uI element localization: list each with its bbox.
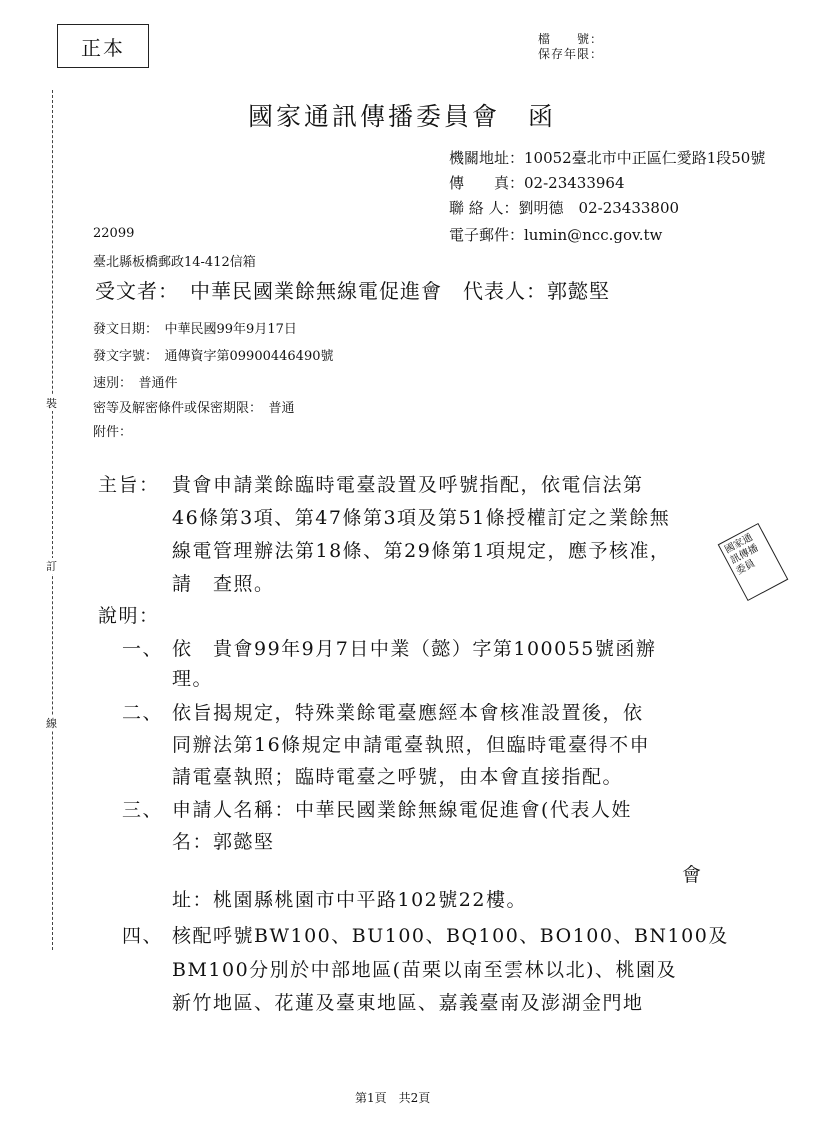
postal-code: 22099 <box>93 226 135 241</box>
subject-line: 貴會申請業餘臨時電臺設置及呼號指配，依電信法第 <box>172 474 644 496</box>
sender-email: 電子郵件：lumin@ncc.gov.tw <box>449 226 663 244</box>
item-line: 請電臺執照；臨時電臺之呼號，由本會直接指配。 <box>172 766 624 788</box>
item-line: 核配呼號BW100、BU100、BQ100、BO100、BN100及 <box>172 925 729 947</box>
subject-label: 主旨： <box>98 474 160 496</box>
sender-address: 機關地址：10052臺北市中正區仁愛路1段50號 <box>449 149 766 167</box>
document-title: 國家通訊傳播委員會 函 <box>248 102 557 131</box>
recipient: 受文者： 中華民國業餘無線電促進會 代表人：郭懿堅 <box>95 279 610 303</box>
attachment-label: 附件： <box>93 425 133 440</box>
item-line: 同辦法第16條規定申請電臺執照，但臨時電臺得不申 <box>172 734 651 756</box>
item-line: 依 貴會99年9月7日中業（懿）字第100055號函辦 <box>172 638 657 660</box>
item-number: 四、 <box>122 925 164 947</box>
recipient-address: 臺北縣板橋郵政14-412信箱 <box>93 255 256 270</box>
file-number-label: 檔 號： <box>538 32 604 46</box>
binding-mark-zhuang: 裝 <box>46 397 57 410</box>
item-line: BM100分別於中部地區(苗栗以南至雲林以北)、桃園及 <box>172 959 678 981</box>
item-line: 址：桃園縣桃園市中平路102號22樓。 <box>172 889 527 911</box>
page-footer: 第1頁 共2頁 <box>355 1091 431 1105</box>
retention-period-label: 保存年限： <box>538 47 604 61</box>
subject-line: 請 查照。 <box>172 573 275 595</box>
item-trailing-char: 會 <box>682 864 703 886</box>
sender-fax: 傳 真：02-23433964 <box>449 174 625 192</box>
sender-contact: 聯 絡 人：劉明德 02-23433800 <box>449 199 680 217</box>
explanation-label: 說明： <box>98 605 160 627</box>
issue-date: 發文日期： 中華民國99年9月17日 <box>93 322 297 337</box>
binding-line <box>52 90 53 950</box>
item-number: 二、 <box>122 702 164 724</box>
item-line: 申請人名稱：中華民國業餘無線電促進會(代表人姓 <box>172 799 632 821</box>
subject-line: 46條第3項、第47條第3項及第51條授權訂定之業餘無 <box>172 507 671 529</box>
issue-number: 發文字號： 通傳資字第09900446490號 <box>93 349 334 364</box>
binding-mark-ding: 訂 <box>46 560 57 573</box>
subject-line: 線電管理辦法第18條、第29條第1項規定，應予核准， <box>172 540 671 562</box>
original-copy-label: 正本 <box>57 24 149 68</box>
item-line: 理。 <box>172 668 214 690</box>
item-line: 新竹地區、花蓮及臺東地區、嘉義臺南及澎湖金門地 <box>172 992 644 1014</box>
receipt-stamp: 國家通訊傳播委員 <box>718 523 789 601</box>
binding-mark-xian: 線 <box>46 717 57 730</box>
item-number: 一、 <box>122 638 164 660</box>
item-line: 名：郭懿堅 <box>172 831 275 853</box>
item-line: 依旨揭規定，特殊業餘電臺應經本會核准設置後，依 <box>172 702 644 724</box>
delivery-speed: 速別： 普通件 <box>93 376 178 391</box>
secrecy-level: 密等及解密條件或保密期限： 普通 <box>93 401 295 416</box>
item-number: 三、 <box>122 799 164 821</box>
